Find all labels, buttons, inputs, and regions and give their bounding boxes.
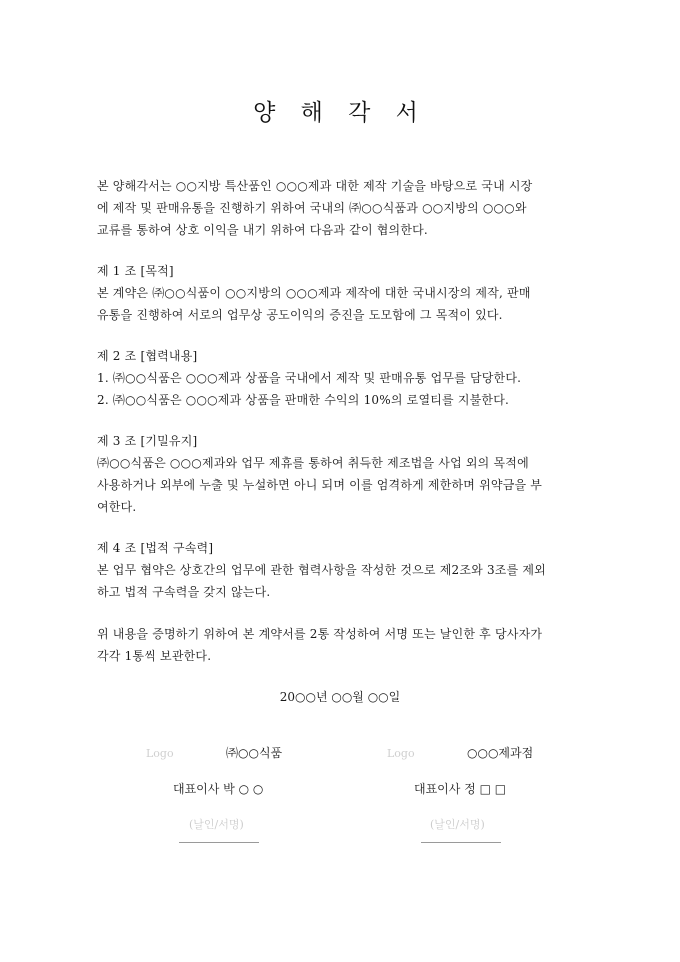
party-b-seal-label: (날인/서명) (430, 818, 485, 831)
article-heading: 제 3 조 [기밀유지] (97, 434, 198, 448)
article-line: 유통을 진행하여 서로의 업무상 공도이익의 증진을 도모함에 그 목적이 있다. (97, 308, 503, 322)
article-3 (97, 430, 587, 518)
party-a-logo: Logo (146, 747, 174, 760)
article-line: 본 계약은 ㈜○○식품이 ○○지방의 ○○○제과 제작에 대한 국내시장의 제작, 판매 (97, 286, 531, 300)
party-a-company: ㈜○○식품 (226, 746, 283, 760)
article-heading: 제 4 조 [법적 구속력] (97, 541, 214, 555)
party-b-company: ○○○제과점 (467, 746, 534, 760)
party-b-logo: Logo (387, 747, 415, 760)
article-line: 본 업무 협약은 상호간의 업무에 관한 협력사항을 작성한 것으로 제2조와 3조를 제외 (97, 563, 546, 577)
article-4 (97, 537, 587, 603)
closing-line: 위 내용을 증명하기 위하여 본 계약서를 2통 작성하여 서명 또는 날인한 후 당사자가 (97, 627, 543, 641)
party-a-signature-line (179, 842, 259, 843)
article-2 (97, 345, 587, 411)
article-line: 1. ㈜○○식품은 ○○○제과 상품을 국내에서 제작 및 판매유통 업무를 담당한다. (97, 371, 522, 385)
party-b-representative: 대표이사 정 □ □ (414, 782, 507, 796)
article-heading: 제 1 조 [목적] (97, 264, 174, 278)
document-title: 양 해 각 서 (253, 100, 427, 126)
closing-paragraph (97, 623, 587, 667)
intro-line: 교류를 통하여 상호 이익을 내기 위하여 다음과 같이 협의한다. (97, 223, 428, 237)
article-heading: 제 2 조 [협력내용] (97, 349, 198, 363)
article-line: 하고 법적 구속력을 갖지 않는다. (97, 585, 271, 599)
article-line: ㈜○○식품은 ○○○제과와 업무 제휴를 통하여 취득한 제조법을 사업 외의 목적에 (97, 456, 529, 470)
article-line: 사용하거나 외부에 누출 및 누설하면 아니 되며 이를 엄격하게 제한하며 위약금을 부 (97, 478, 543, 492)
party-b-signature-line (421, 842, 501, 843)
article-line: 여한다. (97, 500, 137, 514)
intro-paragraph (97, 175, 587, 241)
contract-date: 20○○년 ○○월 ○○일 (279, 690, 401, 704)
intro-line: 에 제작 및 판매유통을 진행하기 위하여 국내의 ㈜○○식품과 ○○지방의 ○○○와 (97, 201, 527, 215)
party-a-seal-label: (날인/서명) (189, 818, 244, 831)
intro-line: 본 양해각서는 ○○지방 특산품인 ○○○제과 대한 제작 기술을 바탕으로 국내 시장 (97, 179, 533, 193)
article-1 (97, 260, 587, 326)
article-line: 2. ㈜○○식품은 ○○○제과 상품을 판매한 수익의 10%의 로열티를 지불한다. (97, 393, 510, 407)
party-a-representative: 대표이사 박 ○ ○ (173, 782, 264, 796)
closing-line: 각각 1통씩 보관한다. (97, 649, 212, 663)
